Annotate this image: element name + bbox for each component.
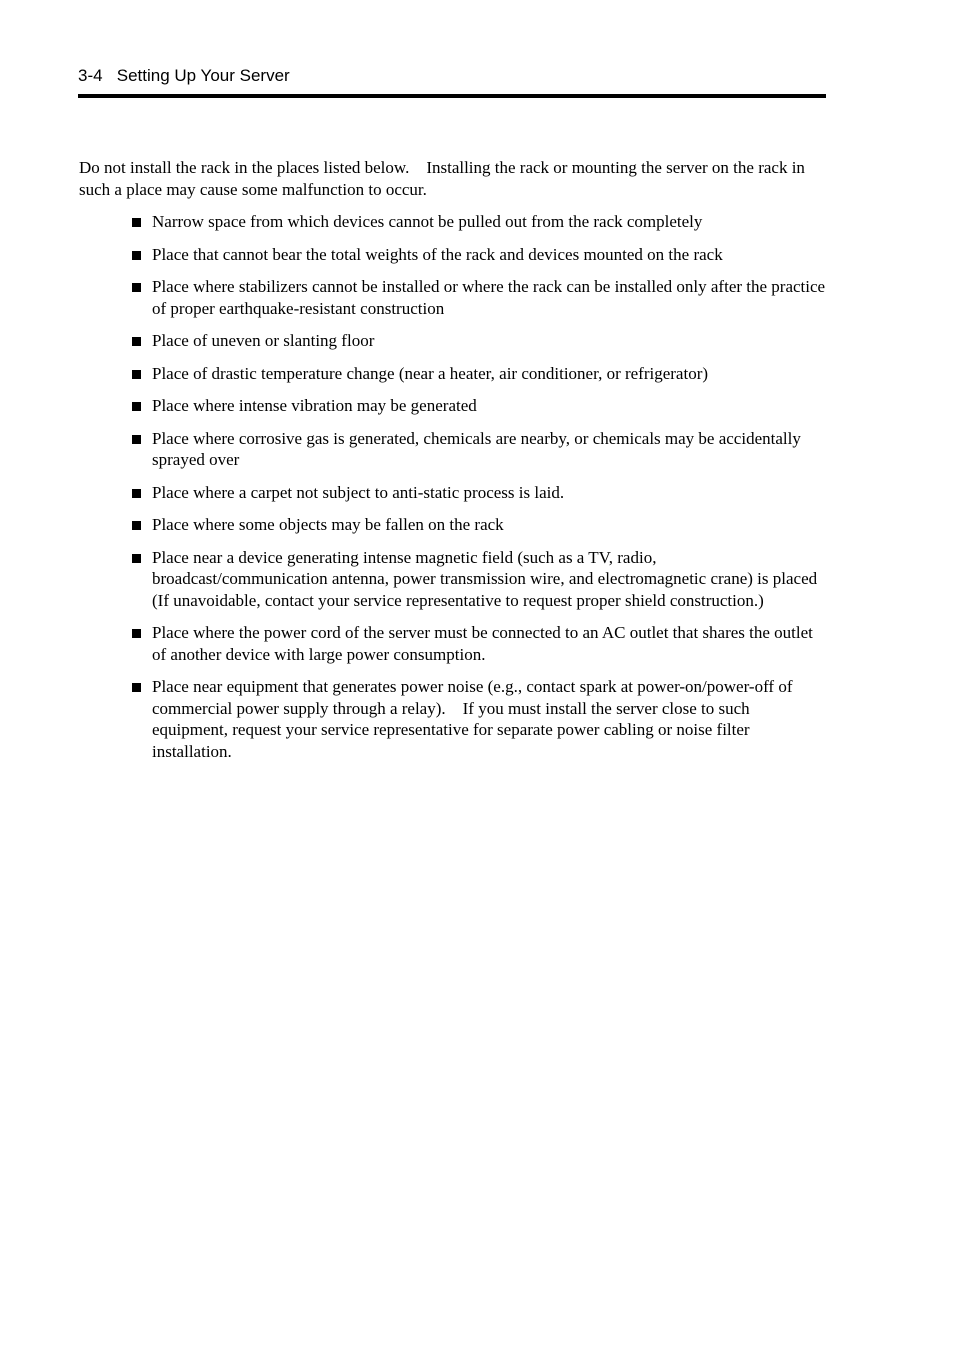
square-bullet-icon <box>132 489 141 498</box>
square-bullet-icon <box>132 283 141 292</box>
list-item <box>152 330 827 352</box>
list-item-text: Place near a device generating intense magnetic field (such as a TV, radio, broadcast/communication antenna, power transmission wire, and electromagnetic crane) is placed (If unavoidable, contact your service representative to request proper shield construction.) <box>152 547 822 610</box>
square-bullet-icon <box>132 402 141 411</box>
list-item-text: Narrow space from which devices cannot be pulled out from the rack completely <box>152 212 703 231</box>
header-spacer <box>103 66 117 85</box>
square-bullet-icon <box>132 337 141 346</box>
list-item <box>152 514 827 536</box>
list-item-text: Place where some objects may be fallen on the rack <box>152 515 504 534</box>
square-bullet-icon <box>132 683 141 692</box>
list-item <box>152 244 827 266</box>
square-bullet-icon <box>132 629 141 638</box>
chapter-title: Setting Up Your Server <box>116 66 290 85</box>
intro-paragraph: Do not install the rack in the places listed below. Installing the rack or mounting the server on the rack in such a place may cause some malfunction to occur. <box>79 158 810 199</box>
list-item-text: Place where stabilizers cannot be installed or where the rack can be installed only after the practice of proper earthquake-resistant construction <box>152 277 830 318</box>
list-item <box>152 276 830 319</box>
page-body <box>79 157 830 773</box>
list-item <box>152 676 827 762</box>
square-bullet-icon <box>132 521 141 530</box>
list-item-text: Place where intense vibration may be generated <box>152 396 477 415</box>
bullet-list <box>79 211 830 762</box>
list-item-text: Place where a carpet not subject to anti-static process is laid. <box>152 482 565 502</box>
list-item-text: Place where the power cord of the server must be connected to an AC outlet that shares the outlet of another device with large power consumption. <box>152 623 818 664</box>
list-item <box>152 395 827 417</box>
square-bullet-icon <box>132 554 141 563</box>
list-item-text: Place that cannot bear the total weights of the rack and devices mounted on the rack <box>152 244 723 264</box>
list-item-text: Place where corrosive gas is generated, chemicals are nearby, or chemicals may be accidentally sprayed over <box>152 428 806 469</box>
list-item <box>152 363 827 385</box>
list-item <box>152 482 827 504</box>
list-item <box>152 547 827 612</box>
square-bullet-icon <box>132 370 141 379</box>
list-item-text: Place of drastic temperature change (near a heater, air conditioner, or refrigerator) <box>152 363 709 383</box>
list-item-text: Place near equipment that generates power noise (e.g., contact spark at power-on/power-off of commercial power supply through a relay). If you must install the server close to such equipment, request your service representative for separate power cabling or noise filter installation. <box>152 677 797 761</box>
page-number: 3-4 <box>78 66 103 85</box>
square-bullet-icon <box>132 251 141 260</box>
square-bullet-icon <box>132 218 141 227</box>
square-bullet-icon <box>132 435 141 444</box>
list-item <box>152 211 827 233</box>
page-header <box>78 64 826 98</box>
list-item-text: Place of uneven or slanting floor <box>152 331 375 350</box>
list-item <box>152 428 827 471</box>
list-item <box>152 622 827 665</box>
